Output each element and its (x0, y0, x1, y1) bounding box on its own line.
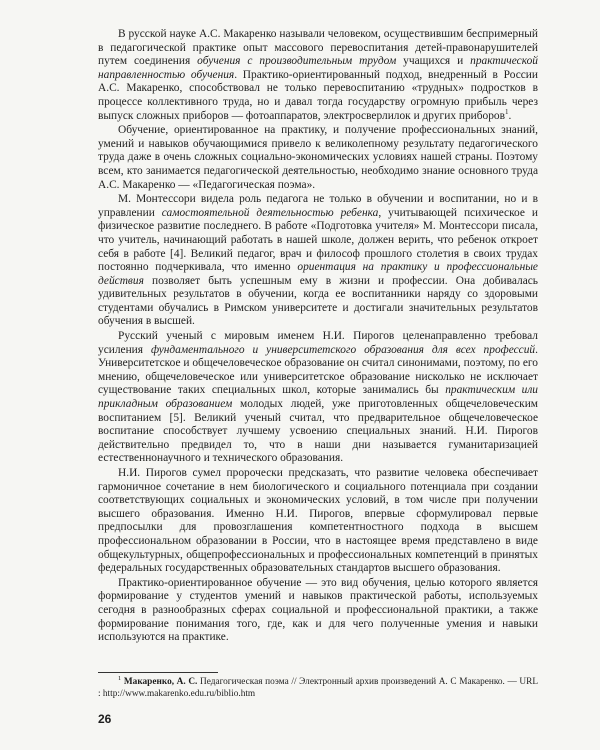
paragraph (98, 467, 538, 576)
paragraph-text: Русский ученый с мировым именем Н.И. Пирогов целенаправленно требовал усиления (98, 330, 538, 356)
paragraph-text: , учитывающей психическое и физическое развитие последнего. В работе «Подготовка учителя» М. Монтессори писала, что учитель, начинающий работать в нашей школе, должен верить, что ребенок откроет себя в работе [4]. Великий педагог, врач и философ прошлого столетия в своих трудах постоянно подчеркивала, что именно (98, 206, 538, 274)
page-number: 26 (98, 712, 112, 726)
paragraph-text: В русской науке А.С. Макаренко называли человеком, осуществившим беспримерный в педагогической практике опыт массового перевоспитания детей-правонарушителей путем соединения (98, 28, 538, 68)
footnote-text: Педагогическая поэма // Электронный архив произведений А. С Макаренко. — URL : http://www.makarenko.edu.ru/biblio.htm (98, 677, 538, 699)
paragraph-text: Н.И. Пирогов сумел пророчески предсказать, что развитие человека обеспечивает гармоничное сочетание в нем биологического и социального потенциала при создании соответствующих социальных и экономических условий, в том числе при получении высшего образования. Именно Н.И. Пирогов, впервые сформулировал первые предпосылки для провозглашения компетентностного подхода в высшем профессиональном образовании в России, что в настоящее время представлено в виде общекультурных, общепрофессиональных и профессиональных компетенций в принятых федеральных государственных образовательных стандартов высшего образования. (98, 467, 538, 575)
paragraph-text: Практико-ориентированное обучение — это вид обучения, целью которого является формирование у студентов умений и навыков практической работы, используемых сегодня в разнообразных сферах социальной и профессиональной практики, а также формирование понимания того, где, как и для чего полученные умения и навыки используются на практике. (98, 576, 538, 644)
italic-emphasis: самостоятельной деятельностью ребенка (161, 206, 379, 219)
paragraph (98, 28, 538, 123)
paragraph-text: Обучение, ориентированное на практику, и получение профессиональных знаний, умений и навыков обучающимися привело к великолепному результату педагогического труда даже в очень сложных социально-экономических условиях нашей страны. Поэтому всем, кто занимается педагогической деятельностью, необходимо знание основного труда А.С. Макаренко — «Педагогическая поэма». (98, 124, 538, 191)
paragraph-text: . (508, 109, 512, 122)
paragraph-text: . Университетское и общечеловеческое образование он считал синонимами, поэтому, по его мнению, общечеловеческое или университетское образование нисколько не исключает существование таких специальных школ, которые занимались бы (98, 343, 538, 397)
paragraph (98, 193, 538, 329)
italic-emphasis: практической направленностью обучения (98, 55, 538, 81)
footnote (98, 674, 538, 700)
paragraph-text: позволяет быть успешным ему в жизни и профессии. Она добивалась удивительных результатов в обучении, когда ее воспитанники наряду со здоровыми студентами обучались в Римском университете и достигали значительных результатов обучения в высшей. (98, 274, 538, 328)
italic-emphasis: практическим или прикладным образованием (98, 384, 538, 411)
body-text (98, 28, 538, 645)
paragraph (98, 330, 538, 466)
paragraph-text: молодых людей, уже приготовленных общечеловеческим воспитанием [5]. Великий ученый считал, что предварительное общечеловеческое воспитание способствует лучшему усвоению специальных знаний. Н.И. Пирогов действительно предвидел то, что в наши дни называется гуманитаризацией естественнонаучного и технического образования. (98, 398, 538, 465)
paragraph-text: . Практико-ориентированный подход, внедренный в России А.С. Макаренко, способствовал не только перевоспитанию «трудных» подростков в процессе коллективного труда, но и давал тогда государству огромную прибыль через выпуск сложных приборов — фотоаппаратов, электросверлилок и других приборов (98, 68, 538, 122)
footnote-author: Макаренко, А. С. (123, 677, 198, 687)
italic-emphasis: фундаментального и университетского образования для всех профессий (150, 343, 536, 356)
footnote-reference: 1 (505, 107, 509, 116)
footnote-divider (98, 672, 218, 673)
italic-emphasis: ориентация на практику и профессиональные действия (98, 261, 538, 287)
paragraph (98, 124, 538, 192)
footnote-number: 1 (118, 674, 122, 682)
paragraph-text: М. Монтессори видела роль педагога не только в обучении и воспитании, но и в управлении (98, 193, 538, 219)
paragraph (98, 577, 538, 645)
italic-emphasis: обучения с производительным трудом (197, 55, 397, 68)
paragraph-text: учащихся и (396, 55, 471, 68)
